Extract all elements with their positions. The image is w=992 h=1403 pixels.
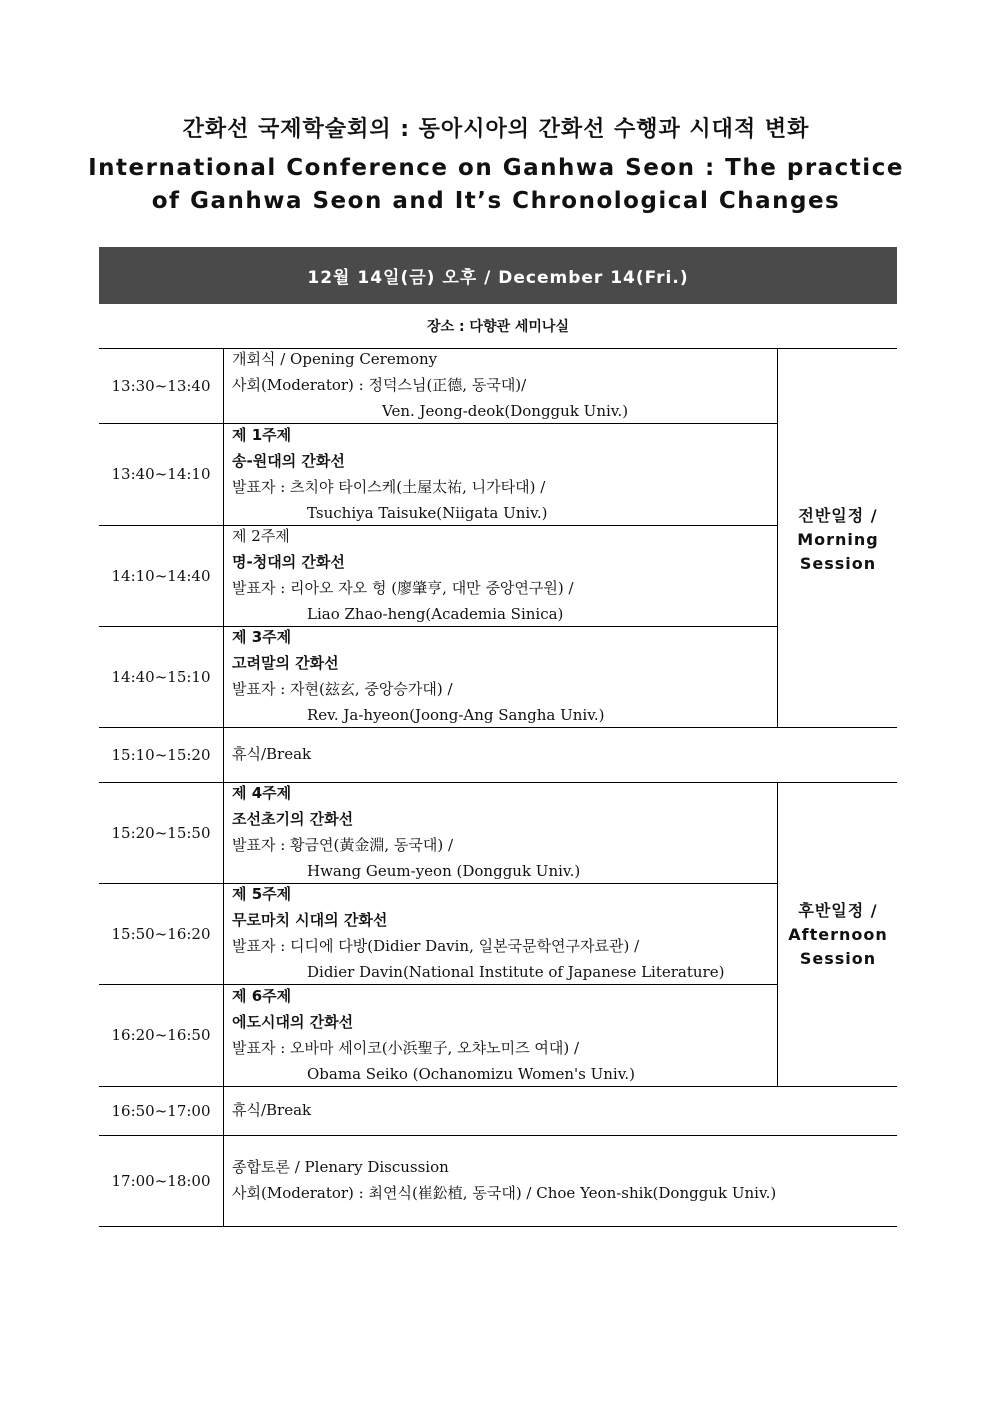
presenter-line: 발표자 : 디디에 다방(Didier Davin, 일본국문학연구자료관) / (232, 937, 640, 955)
program-cell (232, 624, 605, 728)
program-title: 개회식 / Opening Ceremony (232, 350, 438, 368)
discussion-title: 종합토론 / Plenary Discussion (232, 1158, 449, 1176)
presenter-line: 발표자 : 황금연(黃金淵, 동국대) / (232, 836, 454, 854)
presenter-line: 발표자 : 자현(玆玄, 중앙승가대) / (232, 680, 453, 698)
program-cell (232, 881, 724, 985)
time-slot: 15:10~15:20 (111, 745, 211, 764)
presenter-english: Liao Zhao-heng(Academia Sinica) (307, 605, 564, 623)
moderator-line: 사회(Moderator) : 정덕스님(正德, 동국대)/ (232, 376, 527, 394)
time-slot: 13:40~14:10 (111, 465, 211, 483)
presenter-english: Rev. Ja-hyeon(Joong-Ang Sangha Univ.) (307, 706, 605, 724)
session-divider-morning (777, 349, 778, 727)
session-korean: 후반일정 / (798, 901, 878, 920)
time-slot: 14:10~14:40 (111, 566, 211, 585)
session-divider-afternoon (777, 782, 778, 1086)
document-title (0, 112, 992, 218)
session-english: Morning (797, 530, 879, 549)
time-slot: 14:40~15:10 (111, 667, 211, 686)
title-korean: 간화선 국제학술회의 : 동아시아의 간화선 수행과 시대적 변화 (182, 117, 810, 142)
session-english: Afternoon (788, 925, 888, 944)
topic-number: 제 3주제 (232, 628, 292, 646)
session-korean: 전반일정 / (798, 506, 878, 525)
program-cell (232, 422, 548, 526)
break-cell (232, 1097, 311, 1123)
moderator-line: 사회(Moderator) : 최연식(崔鈆植, 동국대) / Choe Yeon-shik(Dongguk Univ.) (232, 1184, 777, 1202)
program-cell (232, 523, 574, 627)
topic-title: 에도시대의 간화선 (232, 1013, 354, 1031)
row-divider (99, 1226, 897, 1227)
morning-session-label (779, 504, 897, 576)
moderator-english: Ven. Jeong-deok(Dongguk Univ.) (382, 402, 629, 420)
session-english-2: Session (799, 949, 877, 968)
topic-title: 조선초기의 간화선 (232, 810, 354, 828)
title-english-line1: International Conference on Ganhwa Seon : The practice (88, 155, 904, 181)
presenter-english: Obama Seiko (Ochanomizu Women's Univ.) (307, 1065, 636, 1083)
topic-title: 송-원대의 간화선 (232, 452, 345, 470)
afternoon-session-label (779, 899, 897, 971)
time-slot: 16:50~17:00 (111, 1101, 211, 1120)
presenter-english: Tsuchiya Taisuke(Niigata Univ.) (307, 504, 548, 522)
time-slot: 13:30~13:40 (111, 377, 211, 395)
break-cell (232, 741, 311, 767)
venue-label: 장소 : 다향관 세미나실 (99, 304, 897, 349)
break-label: 휴식/Break (232, 745, 312, 763)
presenter-english: Hwang Geum-yeon (Dongguk Univ.) (307, 862, 581, 880)
presenter-english: Didier Davin(National Institute of Japanese Literature) (307, 963, 725, 981)
time-slot: 15:50~16:20 (111, 924, 211, 943)
time-slot: 16:20~16:50 (111, 1026, 211, 1044)
session-english-2: Session (799, 554, 877, 573)
topic-title: 고려말의 간화선 (232, 654, 339, 672)
presenter-line: 발표자 : 리아오 자오 헝 (廖肇亨, 대만 중앙연구원) / (232, 579, 574, 597)
presenter-line: 발표자 : 츠치야 타이스케(土屋太祐, 니가타대) / (232, 478, 546, 496)
topic-number: 제 6주제 (232, 987, 292, 1005)
topic-number: 제 2주제 (232, 527, 290, 545)
column-divider (223, 349, 224, 1227)
topic-number: 제 4주제 (232, 784, 292, 802)
title-english-line2: of Ganhwa Seon and It’s Chronological Changes (151, 188, 841, 214)
topic-title: 명-청대의 간화선 (232, 553, 345, 571)
topic-number: 제 5주제 (232, 885, 292, 903)
program-cell (232, 780, 580, 884)
topic-title: 무로마치 시대의 간화선 (232, 911, 388, 929)
topic-number: 제 1주제 (232, 426, 292, 444)
program-cell (232, 983, 635, 1087)
presenter-line: 발표자 : 오바마 세이코(小浜聖子, 오챠노미즈 여대) / (232, 1039, 580, 1057)
date-header: 12월 14일(금) 오후 / December 14(Fri.) (99, 247, 897, 304)
time-slot: 15:20~15:50 (111, 823, 211, 842)
break-label: 휴식/Break (232, 1101, 312, 1119)
program-cell (232, 1154, 776, 1206)
time-slot: 17:00~18:00 (111, 1171, 211, 1190)
program-cell (232, 346, 628, 424)
